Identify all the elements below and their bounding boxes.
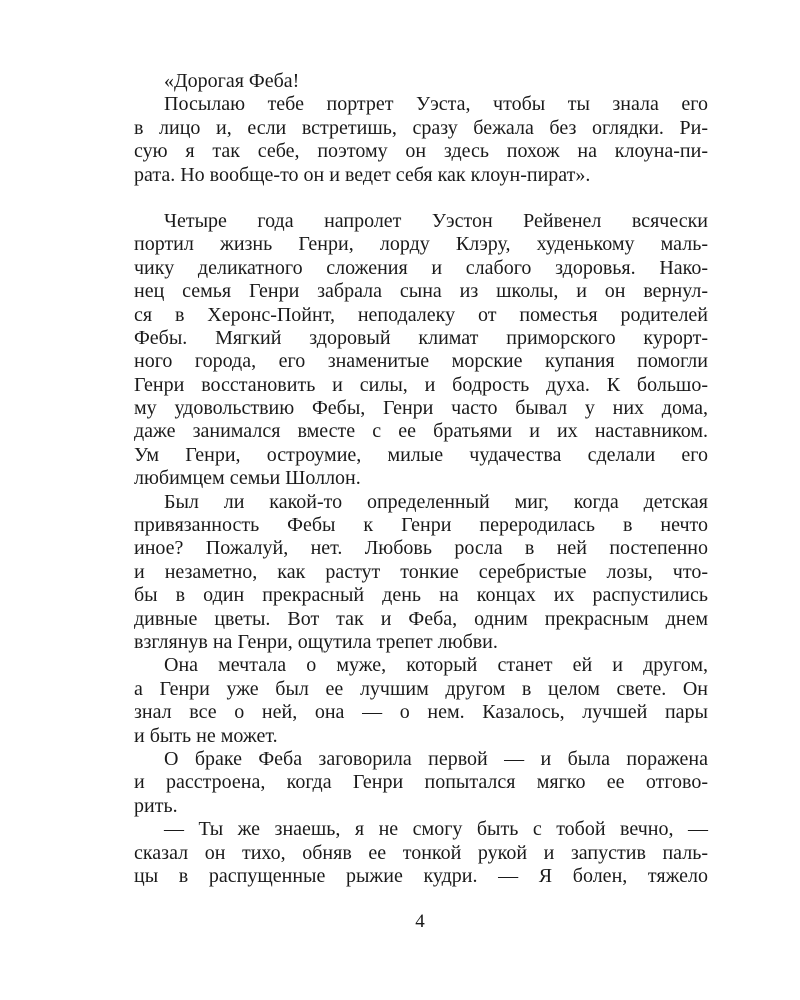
text-line: и быть не может. [134,724,278,747]
text-line: сую я так себе, поэтому он здесь похож на клоуна-пи- [134,140,708,163]
text-line: Фебы. Мягкий здоровый климат приморского курорт- [134,326,708,349]
text-line: взглянув на Генри, ощутила трепет любви. [134,630,498,653]
letter-paragraph [134,70,708,187]
text-line: нец семья Генри забрала сына из школы, и он вернул- [134,280,708,303]
text-line: цы в распущенные рыжие кудри. — Я болен, тяжело [134,864,708,887]
text-line: рить. [134,794,178,817]
text-line: ного города, его знаменитые морские купания помогли [134,350,708,373]
text-line: привязанность Фебы к Генри переродилась в нечто [134,514,708,537]
text-line: рата. Но вообще-то он и ведет себя как клоун-пират». [134,163,591,186]
text-line: О браке Феба заговорила первой — и была поражена [164,747,708,770]
text-line: Ум Генри, остроумие, милые чудачества сделали его [134,443,708,466]
text-line: Генри восстановить и силы, и бодрость духа. К большо- [134,373,708,396]
text-line: сказал он тихо, обняв ее тонкой рукой и запустив паль- [134,841,708,864]
text-line: и расстроена, когда Генри попытался мягко ее отгово- [134,771,708,794]
book-page [134,70,708,888]
text-line: иное? Пожалуй, нет. Любовь росла в ней постепенно [134,537,708,560]
text-line: портил жизнь Генри, лорду Клэру, худенькому маль- [134,233,708,256]
section-gap [134,187,708,210]
text-line: дивные цветы. Вот так и Феба, одним прекрасным днем [134,607,708,630]
text-line: бы в один прекрасный день на концах их распустились [134,584,708,607]
paragraph [134,818,708,888]
text-line: Посылаю тебе портрет Уэста, чтобы ты знала его [164,93,708,116]
text-line: Был ли какой-то определенный миг, когда детская [164,490,708,513]
text-line: знал все о ней, она — о нем. Казалось, лучшей пары [134,701,708,724]
paragraph [134,210,708,491]
paragraph [134,491,708,655]
text-line: — Ты же знаешь, я не смогу быть с тобой вечно, — [164,818,708,841]
text-line: в лицо и, если встретишь, сразу бежала без оглядки. Ри- [134,116,708,139]
text-line: «Дорогая Феба! [164,70,300,92]
page-number: 4 [415,911,425,932]
text-line: Она мечтала о муже, который станет ей и другом, [164,654,708,677]
text-line: любимцем семьи Шоллон. [134,467,361,490]
text-line: чику деликатного сложения и слабого здоровья. Нако- [134,256,708,279]
text-line: даже занимался вместе с ее братьями и их наставником. [134,420,708,443]
text-line: Четыре года напролет Уэстон Рейвенел всячески [164,209,708,232]
text-line: и незаметно, как растут тонкие серебристые лозы, что- [134,560,708,583]
paragraph [134,748,708,818]
paragraph [134,654,708,748]
text-line: ся в Херонс-Пойнт, неподалеку от поместья родителей [134,303,708,326]
text-line: му удовольствию Фебы, Генри часто бывал у них дома, [134,397,708,420]
text-line: а Генри уже был ее лучшим другом в целом свете. Он [134,677,708,700]
